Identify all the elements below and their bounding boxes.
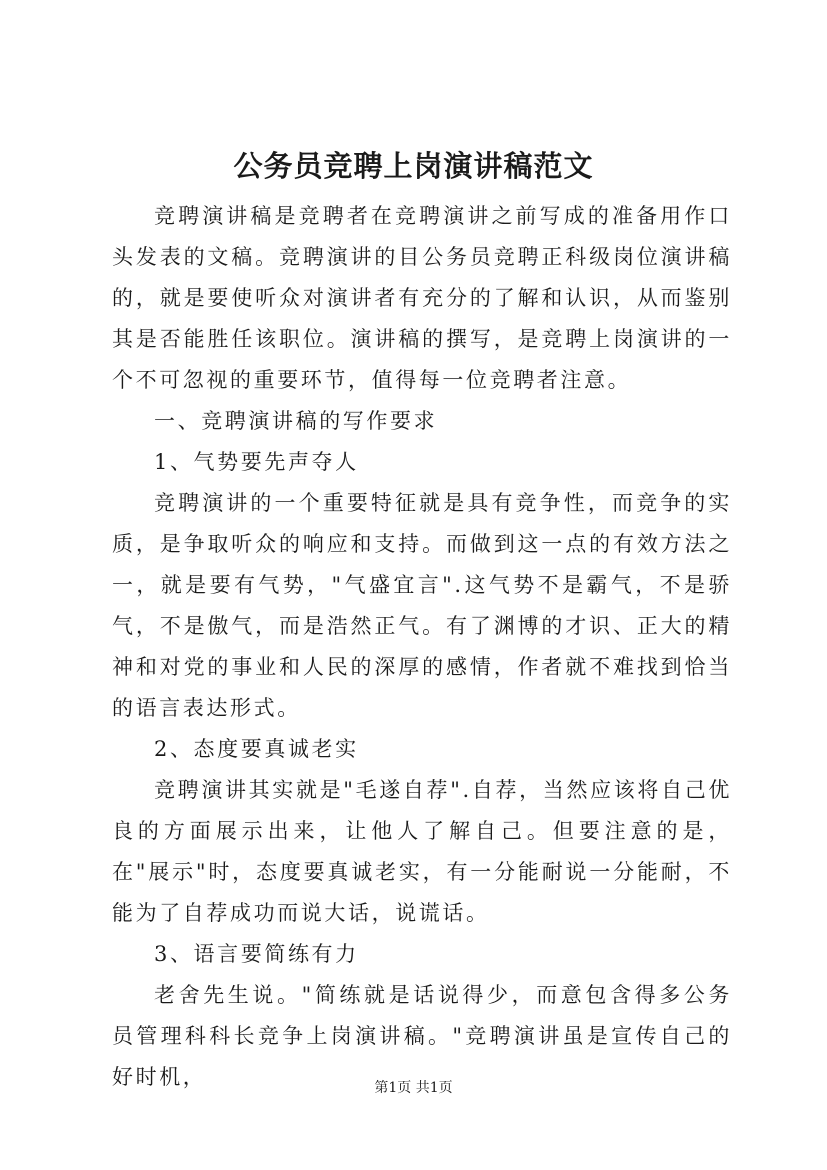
paragraph-momentum: 竞聘演讲的一个重要特征就是具有竞争性，而竞争的实质，是争取听众的响应和支持。而做到这一点的有效方法之一，就是要有气势，"气盛宜言".这气势不是霸气，不是骄气，不是傲气，而是浩然正气。有了渊博的才识、正大的精神和对党的事业和人民的深厚的感情，作者就不难找到恰当的语言表达形式。 xyxy=(112,491,732,720)
paragraph-sincerity: 竞聘演讲其实就是"毛遂自荐".自荐，当然应该将自己优良的方面展示出来，让他人了解自己。但要注意的是，在"展示"时，态度要真诚老实，有一分能耐说一分能耐，不能为了自荐成功而说大话，说谎话。 xyxy=(112,778,732,925)
paragraph-intro: 竞聘演讲稿是竞聘者在竞聘演讲之前写成的准备用作口头发表的文稿。竞聘演讲的目公务员竞聘正科级岗位演讲稿的，就是要使听众对演讲者有充分的了解和认识，从而鉴别其是否能胜任该职位。演讲稿的撰写，是竞聘上岗演讲的一个不可忽视的重要环节，值得每一位竞聘者注意。 xyxy=(112,204,732,392)
document-body xyxy=(112,196,732,1098)
subheading-momentum: 1、气势要先声夺人 xyxy=(154,450,359,474)
subheading-concise-language: 3、语言要简练有力 xyxy=(154,942,359,966)
document-title: 公务员竞聘上岗演讲稿范文 xyxy=(233,149,594,183)
page-number-footer: 第1页 共1页 xyxy=(374,1080,453,1096)
section-heading-writing-requirements: 一、竞聘演讲稿的写作要求 xyxy=(154,409,438,433)
subheading-sincerity: 2、态度要真诚老实 xyxy=(154,737,359,761)
paragraph-concise-language: 老舍先生说。"简练就是话说得少，而意包含得多公务员管理科科长竞争上岗演讲稿。"竞聘演讲虽是宣传自己的好时机， xyxy=(112,983,732,1089)
